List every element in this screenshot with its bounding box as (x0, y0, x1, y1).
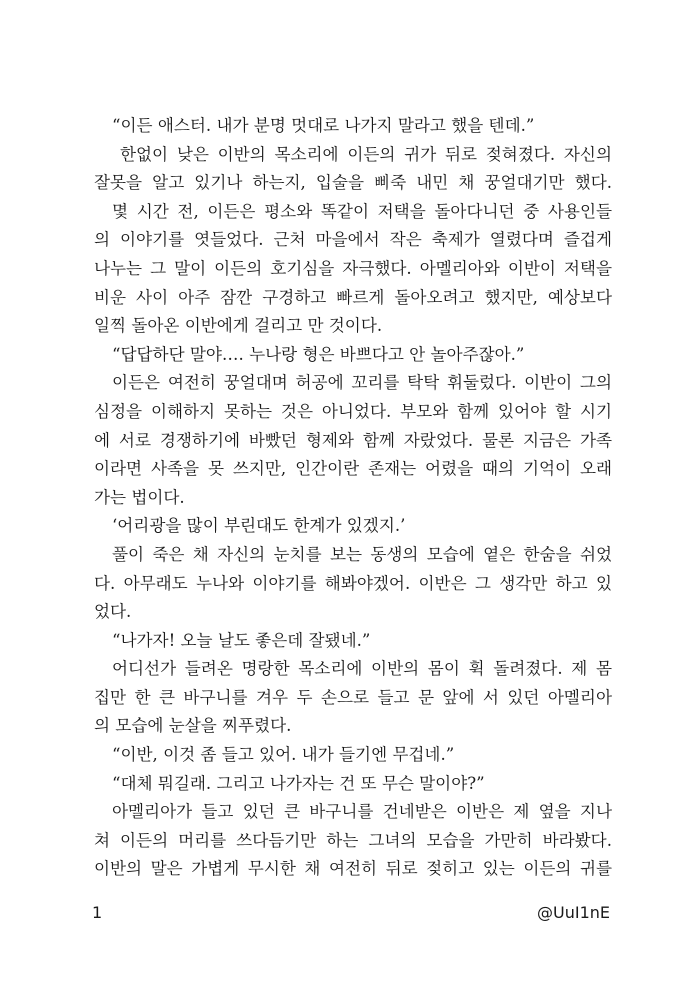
text-line: “대체 뭐길래. 그리고 나가자는 건 또 무슨 말이야?” (112, 773, 485, 793)
text-line: “나가자! 오늘 날도 좋은데 잘됐네.” (112, 630, 371, 650)
text-line: 의 모습에 눈살을 찌푸렸다. (94, 716, 292, 736)
text-line: 었다. (94, 602, 132, 622)
text-line: 이든은 여전히 꿍얼대며 허공에 꼬리를 탁탁 휘둘렀다. 이반이 그의 (112, 373, 612, 393)
text-line: 한없이 낮은 이반의 목소리에 이든의 귀가 뒤로 젖혀졌다. 자신의 (120, 144, 612, 164)
text-line: 집만 한 큰 바구니를 겨우 두 손으로 들고 문 앞에 서 있던 아멜리아 (94, 687, 612, 707)
text-line: 일찍 돌아온 이반에게 걸리고 만 것이다. (94, 316, 383, 336)
text-line: 에 서로 경쟁하기에 바빴던 형제와 함께 자랐었다. 물론 지금은 가족 (94, 430, 612, 450)
text-line: 잘못을 알고 있기나 하는지, 입술을 삐죽 내민 채 꿍얼대기만 했다. (94, 173, 612, 193)
text-line: 비운 사이 아주 잠깐 구경하고 빠르게 돌아오려고 했지만, 예상보다 (94, 287, 612, 307)
text-line: 이반의 말은 가볍게 무시한 채 여전히 뒤로 젖히고 있는 이든의 귀를 (94, 859, 612, 879)
text-line: 가는 법이다. (94, 487, 185, 507)
text-line: 쳐 이든의 머리를 쓰다듬기만 하는 그녀의 모습을 가만히 바라봤다. (94, 830, 612, 850)
text-line: 의 이야기를 엿들었다. 근처 마을에서 작은 축제가 열렸다며 즐겁게 (94, 230, 612, 250)
text-line: 어디선가 들려온 명랑한 목소리에 이반의 몸이 휙 돌려졌다. 제 몸 (112, 659, 612, 679)
text-line: 풀이 죽은 채 자신의 눈치를 보는 동생의 모습에 옅은 한숨을 쉬었 (112, 544, 612, 564)
text-line: “이반, 이것 좀 들고 있어. 내가 들기엔 무겁네.” (112, 745, 455, 765)
text-line: 몇 시간 전, 이든은 평소와 똑같이 저택을 돌아다니던 중 사용인들 (112, 201, 612, 221)
text-line: 아멜리아가 들고 있던 큰 바구니를 건네받은 이반은 제 옆을 지나 (112, 802, 612, 822)
author-handle: @UuI1nE (537, 903, 610, 922)
text-line: 심정을 이해하지 못하는 것은 아니었다. 부모와 함께 있어야 할 시기 (94, 401, 612, 421)
text-line: ‘어리광을 많이 부린대도 한계가 있겠지.’ (112, 516, 406, 536)
text-line: “답답하단 말야…. 누나랑 형은 바쁘다고 안 놀아주잖아.” (112, 344, 525, 364)
text-line: 나누는 그 말이 이든의 호기심을 자극했다. 아멜리아와 이반이 저택을 (94, 258, 612, 278)
page-number: 1 (92, 903, 103, 922)
text-line: “이든 애스터. 내가 분명 멋대로 나가지 말라고 했을 텐데.” (112, 116, 535, 135)
text-line: 이라면 사족을 못 쓰지만, 인간이란 존재는 어렸을 때의 기억이 오래 (94, 459, 612, 479)
page-body (94, 112, 612, 884)
text-line: 다. 아무래도 누나와 이야기를 해봐야겠어. 이반은 그 생각만 하고 있 (94, 573, 612, 593)
